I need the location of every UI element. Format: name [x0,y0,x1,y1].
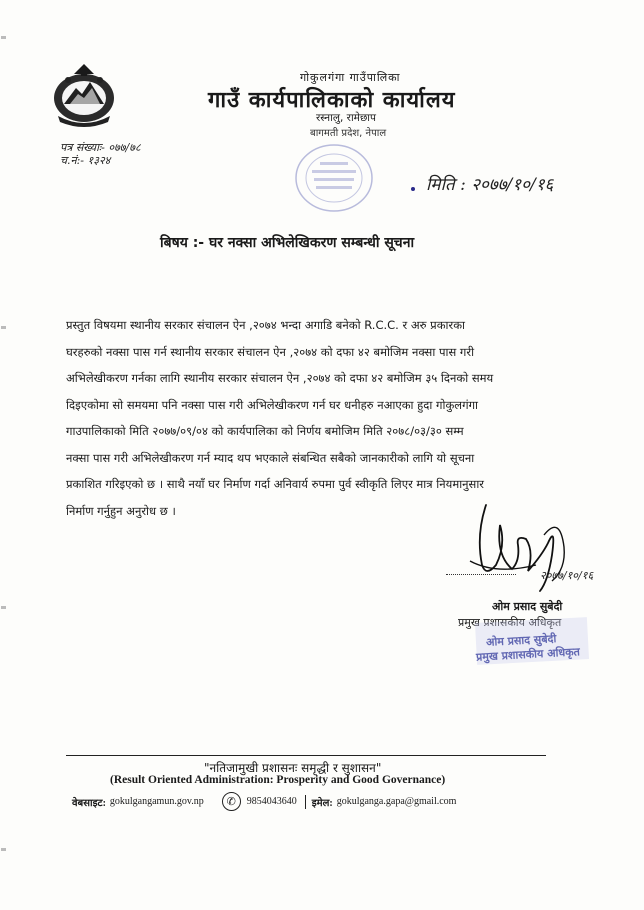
signature-date: २०७७/१०/१६ [540,569,594,582]
binder-mark [1,36,6,39]
dispatch-number: च.नं:- १३२४ [60,154,111,167]
footer-slogan-english: (Result Oriented Administration: Prosperity and Good Governance) [110,774,446,786]
email-label: इमेल: [311,797,333,809]
binder-mark [1,326,6,329]
letter-date: मिति : २०७७/१०/१६ [426,175,554,195]
office-province: बागमती प्रदेश, नेपाल [310,128,387,139]
body-line: नक्सा पास गरी अभिलेखीकरण गर्न म्याद थप भएकाले संबन्धित सबैको जानकारीको लागि यो सूचना [66,450,475,465]
name-stamp-line2: प्रमुख प्रशासकीय अधिकृत [475,645,581,664]
office-name-small: गोकुलगंगा गाउँपालिका [300,71,401,84]
website-link[interactable]: gokulgangamun.gov.np [109,796,204,807]
nepal-emblem-icon [48,60,120,128]
footer-slogan: "नतिजामुखी प्रशासनः समृद्धी र सुशासन" [204,761,382,775]
body-line: अभिलेखीकरण गर्नका लागि स्थानीय सरकार संचालन ऐन ,२०७४ को दफा ४२ बमोजिम ३५ दिनको समय [66,371,494,385]
office-title: गाउँ कार्यपालिकाको कार्यालय [208,88,456,113]
notice-subject: बिषय :- घर नक्सा अभिलेखिकरण सम्बन्धी सूचना [160,235,415,251]
body-line: प्रस्तुत विषयमा स्थानीय सरकार संचालन ऐन ,२०७४ भन्दा अगाडि बनेको R.C.C. र अरु प्रकारका [66,318,466,332]
signatory-title: प्रमुख प्रशासकीय अधिकृत [458,616,562,629]
footer-divider [66,755,546,756]
name-stamp-line1: ओम प्रसाद सुबेदी [485,632,557,649]
body-line: गाउपालिकाको मिति २०७७/०९/०४ को कार्यपालिका को निर्णय बमोजिम मिति २०७८/०३/३० सम्म [66,424,464,438]
email-link[interactable]: gokulganga.gapa@gmail.com [336,796,457,807]
body-line: दिइएकोमा सो समयमा पनि नक्सा पास गरी अभिलेखीकरण गर्न घर धनीहरु नआएका हुदा गोकुलगंगा [66,397,479,412]
ink-dot [411,187,415,191]
office-seal-stamp [292,140,376,216]
footer-contacts [72,792,456,811]
signatory-name: ओम प्रसाद सुबेदी [492,600,563,613]
phone-icon: ✆ [222,792,241,811]
binder-mark [1,606,6,609]
body-line: प्रकाशित गरिइएको छ । साथै नयाँ घर निर्माण गर्दा अनिवार्य रुपमा पुर्व स्वीकृति लिएर मात्र नियमानुसार [66,477,485,491]
signature-line [446,574,516,575]
letter-number: पत्र संख्याः- ०७७/७८ [60,141,141,154]
binder-mark [1,848,6,851]
notice-body [66,312,586,524]
website-label: वेबसाइट: [72,797,106,809]
contact-separator [305,795,306,809]
signature-scribble [456,495,604,615]
body-line: निर्माण गर्नुहुन अनुरोध छ । [66,503,176,518]
office-address: रस्नालु, रामेछाप [316,112,376,124]
body-line: घरहरुको नक्सा पास गर्न स्थानीय सरकार संचालन ऐन ,२०७४ को दफा ४२ बमोजिम नक्सा पास गरी [66,344,475,359]
phone-number[interactable]: 9854043640 [246,796,297,807]
